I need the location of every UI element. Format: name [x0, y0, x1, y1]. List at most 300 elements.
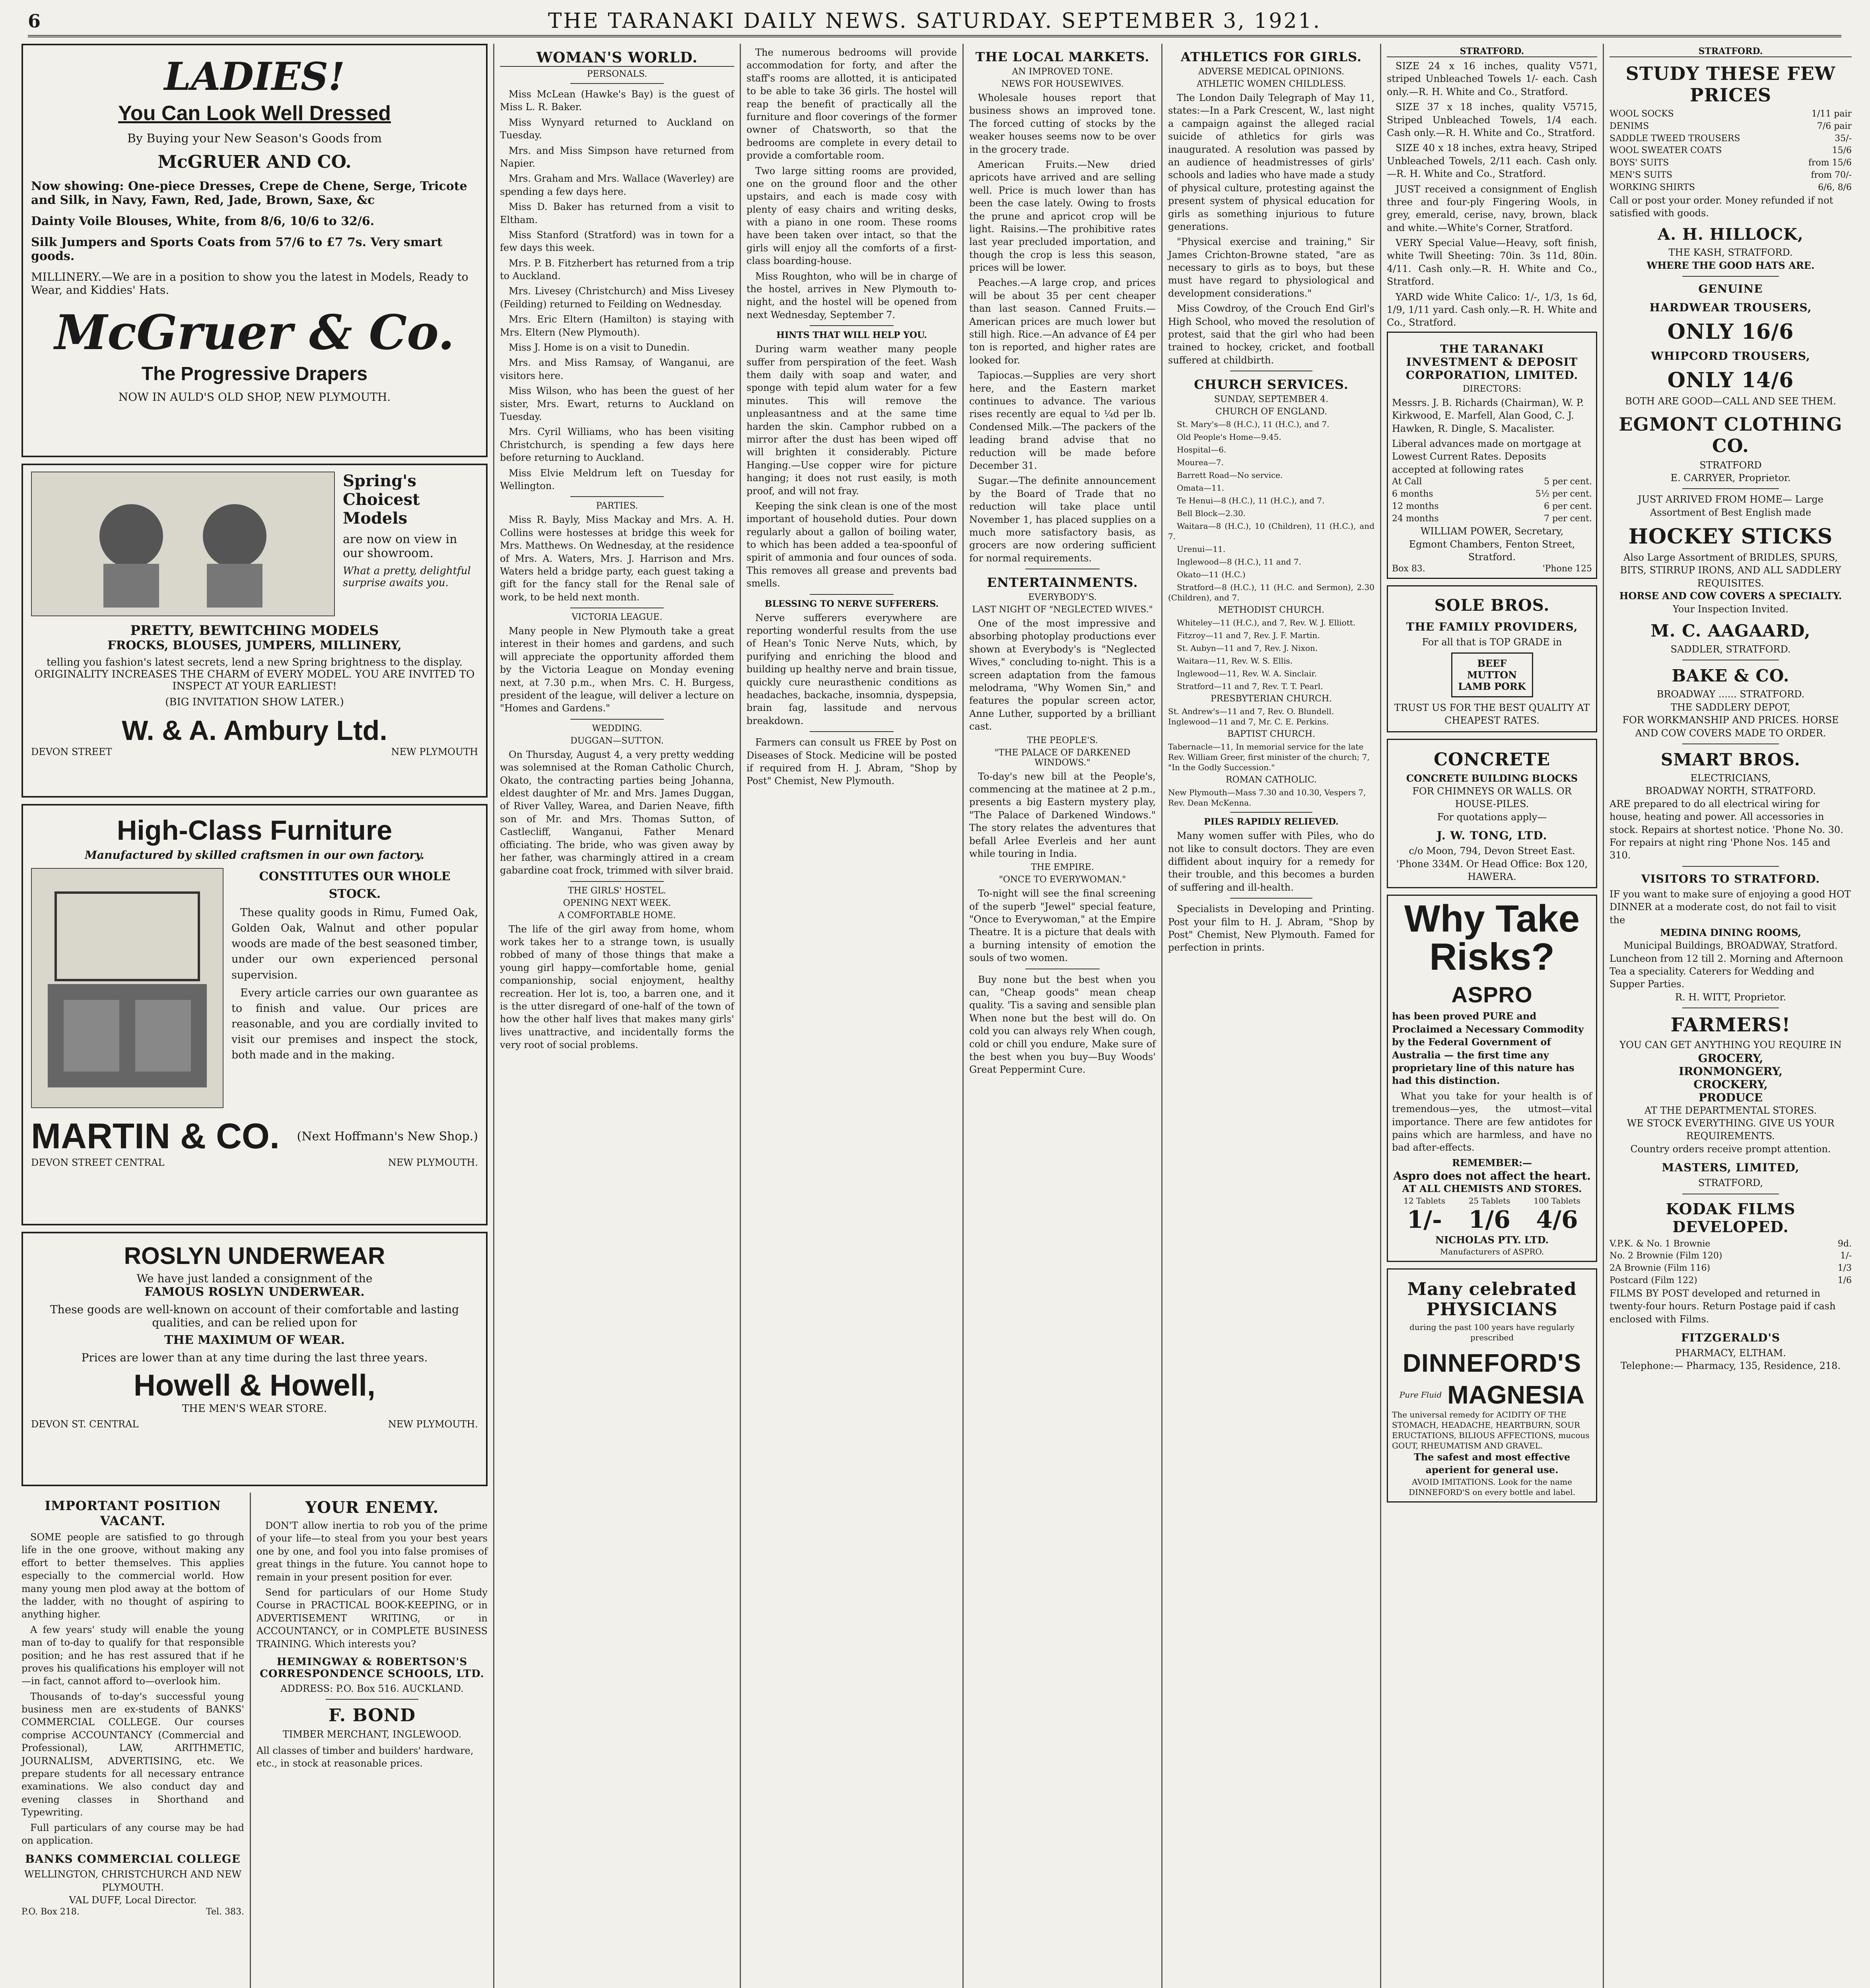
trust-text: TRUST US FOR THE BEST QUALITY AT CHEAPEST RATES. — [1394, 702, 1590, 726]
service-item: Urenui—11. — [1177, 544, 1226, 554]
column-1 — [16, 44, 493, 1988]
price-row-value: from 15/6 — [1808, 158, 1852, 168]
ladies-firm: McGRUER AND CO. — [157, 152, 352, 172]
pharmacy-name: PHARMACY, ELTHAM. — [1675, 1347, 1786, 1359]
safest-text: The safest and most effective aperient for general use. — [1413, 1451, 1571, 1476]
position-text3: Thousands of to-day's successful young business men are ex-students of BANKS' COMMERCIAL COLLEGE. Our courses comprise ACCOUNTANCY (Commercial and Professional), LAW, ARITHMETIC, JOURNALISM, ADVERTISING, etc. We prepare students for all necessary entrance examinations. We also conduct day and evening classes in Shorthand and Typewriting. — [21, 1691, 244, 1818]
service-item: Barrett Road—No service. — [1177, 470, 1283, 480]
hostel-cont-2: Two large sitting rooms are provided, one on the ground floor and the other upstairs, and each is made cosy with plenty of easy chairs and writing desks, with a piano in one room. These rooms have been taken over intact, so that the girls will enjoy all the comforts of a first-class boarding-house. — [746, 165, 957, 267]
farmers-heading: FARMERS! — [1670, 1014, 1791, 1037]
position-text2: A few years' study will enable the young man of to-day to qualify for that responsible position; and he has rest assured that if he proves his qualifications his employer will not—in fact, cannot afford to—overlook him. — [21, 1624, 244, 1687]
grocery-text: GROCERY, — [1698, 1051, 1763, 1065]
position-vacant-ad — [21, 1493, 251, 1988]
parties-text: Miss R. Bayly, Miss Mackay and Mrs. A. H. Collins were hostesses at bridge this week for Mrs. Matthews. On Wednesday, at the residence of Mrs. A. Waters, Mrs. J. Harrison and Mrs. Waters held a bridge party, each guest taking a gift for the fancy stall for the Renal sale of work, to be held next month. — [500, 514, 734, 603]
hillock-name: A. H. HILLOCK, — [1658, 225, 1804, 244]
personal-item: Miss J. Home is on a visit to Dunedin. — [509, 342, 690, 353]
price-16-6: ONLY 16/6 — [1667, 320, 1794, 344]
hostel-cont-3: Miss Roughton, who will be in charge of the hostel, arrives in New Plymouth to-night, and the hostel will be opened from next Wednesday, September 7. — [746, 270, 957, 320]
athletics-text2: "Physical exercise and training," Sir James Crichton-Browne stated, "are as necessary to girls as to boys, but these must have regard to physiological and development considerations." — [1168, 236, 1374, 299]
films-text: FILMS BY POST developed and returned in twenty-four hours. Return Postage paid if cash enclosed with Films. — [1610, 1287, 1836, 1325]
aspro-text1: has been proved PURE and Proclaimed a Necessary Commodity by the Federal Government of Australia — the first time any proprietary line of this nature has had this distinction. — [1392, 1010, 1584, 1087]
hillock-sub2: WHERE THE GOOD HATS ARE. — [1646, 259, 1815, 271]
many-physicians: Many celebrated PHYSICIANS — [1407, 1279, 1577, 1320]
bake-address: BROADWAY ...... STRATFORD. — [1656, 689, 1805, 700]
rate-row-value: 5 per cent. — [1544, 477, 1592, 487]
church-title: CHURCH SERVICES. — [1194, 377, 1349, 392]
entertainments-title: ENTERTAINMENTS. — [987, 575, 1138, 590]
furniture-stock: CONSTITUTES OUR WHOLE STOCK. — [259, 870, 451, 901]
concrete-title: CONCRETE — [1434, 749, 1550, 770]
kodak-row — [1610, 1262, 1852, 1275]
personals-heading: PERSONALS. — [587, 69, 647, 79]
kodak-list — [1610, 1238, 1852, 1287]
kodak-row-label: V.P.K. & No. 1 Brownie — [1610, 1239, 1711, 1249]
service-item: Old People's Home—9.45. — [1177, 432, 1281, 442]
rate-row-label: At Call — [1392, 477, 1422, 487]
price-row-label: WOOL SWEATER COATS — [1610, 146, 1722, 156]
service-item: Whiteley—11 (H.C.), and 7, Rev. W. J. Elliott. — [1177, 618, 1356, 628]
column-3 — [740, 44, 962, 1988]
investment-box: Box 83. — [1392, 563, 1425, 574]
peoples-heading: THE PEOPLE'S. — [1027, 735, 1098, 746]
athletics-sub1: ADVERSE MEDICAL OPINIONS. — [1198, 67, 1345, 77]
kodak-row-label: Postcard (Film 122) — [1610, 1275, 1697, 1285]
ambury-line4: (BIG INVITATION SHOW LATER.) — [165, 696, 344, 708]
price-row — [1610, 133, 1852, 145]
kodak-row-value: 9d. — [1837, 1239, 1852, 1249]
athletics-text1: The London Daily Telegraph of May 11, states:—In a Park Crescent, W., last night a campaign against the alleged racial suicide of athletics for girls was inaugurated. A resolution was passed by an audience of headmistresses of girls' schools and ladies who have made a study of physical culture, protesting against the present system of physical education for girls as something injurious to future generations. — [1168, 92, 1374, 232]
column-5 — [1161, 44, 1380, 1988]
ambury-town: NEW PLYMOUTH — [391, 746, 478, 757]
kodak-row — [1610, 1250, 1852, 1262]
price-row — [1610, 145, 1852, 157]
smart-address: BROADWAY NORTH, STRATFORD. — [1645, 785, 1816, 797]
roslyn-title: ROSLYN UNDERWEAR — [124, 1242, 385, 1269]
everybodys-sub: LAST NIGHT OF "NEGLECTED WIVES." — [972, 605, 1153, 615]
service-item: Fitzroy—11 and 7, Rev. J. F. Martin. — [1177, 631, 1320, 641]
hillock-sub: THE KASH, STRATFORD. — [1668, 247, 1793, 258]
kodak-row-value: 1/3 — [1837, 1263, 1852, 1274]
price-row-label: WORKING SHIRTS — [1610, 182, 1695, 192]
furniture-subtitle: Manufactured by skilled craftsmen in our own factory. — [85, 848, 424, 862]
position-text1: SOME people are satisfied to go through life in the one groove, without making any effort to better themselves. This applies especially to the commercial world. How many young men plod away at the bottom of the ladder, with no thought of aspiring to anything higher. — [21, 1532, 244, 1620]
service-item: Hospital—6. — [1177, 445, 1227, 455]
enemy-text1: DON'T allow inertia to rob you of the prime of your life—to steal from you your best years one by one, and fool you into false promises of great things in the future. You cannot hope to remain in your present position for ever. — [257, 1520, 488, 1583]
methodist-heading: METHODIST CHURCH. — [1218, 605, 1325, 615]
rate-row — [1392, 513, 1592, 525]
athletics-title: ATHLETICS FOR GIRLS. — [1180, 49, 1362, 64]
personal-item: Miss McLean (Hawke's Bay) is the guest of Miss L. R. Baker. — [500, 89, 734, 113]
service-item: Stratford—11 and 7, Rev. T. T. Pearl. — [1177, 681, 1323, 691]
many-sub: during the past 100 years have regularly prescribed — [1409, 1322, 1575, 1342]
masters-sub: STRATFORD, — [1698, 1177, 1763, 1189]
directors-heading: DIRECTORS: — [1462, 384, 1522, 394]
ladies-address: NOW IN AULD'S OLD SHOP, NEW PLYMOUTH. — [118, 390, 391, 404]
hockey-sub: Also Large Assortment of BRIDLES, SPURS, BITS, STIRRUP IRONS, AND ALL SADDLERY REQUISITES. — [1620, 552, 1841, 589]
meats-box: BEEF MUTTON LAMB PORK — [1451, 652, 1533, 697]
concrete-sub2: FOR CHIMNEYS OR WALLS. OR HOUSE-PILES. — [1412, 786, 1572, 810]
bond-sub: TIMBER MERCHANT, INGLEWOOD. — [282, 1729, 462, 1740]
peoples-text: To-day's new bill at the People's, commencing at the matinee at 2 p.m., presents a big Eastern mystery play, "The Palace of Darkened Windows." The story relates the adventures that befall Arlee Everleis and her aunt while touring in India. — [969, 771, 1156, 859]
investment-chambers: Egmont Chambers, Fenton Street, Stratford. — [1409, 538, 1575, 563]
price-row — [1610, 108, 1852, 120]
service-item: St. Mary's—8 (H.C.), 11 (H.C.), and 7. — [1177, 419, 1330, 429]
service-item: Okato—11 (H.C.) — [1177, 570, 1246, 580]
price-row-label: WOOL SOCKS — [1610, 109, 1674, 119]
tong-address: c/o Moon, 794, Devon Street East. 'Phone 334M. Or Head Office: Box 120, HAWERA. — [1396, 845, 1588, 883]
aspro-name: ASPRO — [1451, 982, 1533, 1008]
ambury-headline2: are now on view in our showroom. — [343, 532, 457, 560]
dinneford-name: DINNEFORD'S — [1402, 1348, 1582, 1377]
roslyn-line5: Prices are lower than at any time during the last three years. — [81, 1351, 428, 1364]
refund-text: Call or post your order. Money refunded if not satisfied with goods. — [1610, 194, 1833, 219]
crockery-text: CROCKERY, — [1693, 1077, 1768, 1091]
aspro-ad — [1387, 895, 1597, 1262]
service-item: Stratford—8 (H.C.), 11 (H.C. and Sermon), 2.30 (Children), and 7. — [1168, 582, 1374, 603]
catholic-heading: ROMAN CATHOLIC. — [1225, 775, 1317, 785]
visitors-heading: VISITORS TO STRATFORD. — [1641, 872, 1820, 885]
personal-item: Mrs. P. B. Fitzherbert has returned from a trip to Auckland. — [500, 257, 734, 282]
magnesia-name: MAGNESIA — [1447, 1380, 1585, 1409]
ladies-ad — [21, 44, 488, 457]
medina-name: MEDINA DINING ROOMS, — [1660, 926, 1801, 938]
price-row-label: DENIMS — [1610, 121, 1649, 131]
nicholas-name: NICHOLAS PTY. LTD. — [1435, 1234, 1549, 1246]
avoid-text: AVOID IMITATIONS. Look for the name DINNEFORD'S on every bottle and label. — [1408, 1477, 1576, 1497]
inspection-invited: Your Inspection Invited. — [1673, 603, 1788, 615]
rates-table — [1392, 476, 1592, 525]
victoria-text: Many people in New Plymouth take a great interest in their homes and gardens, and such will appreciate the opportunity afforded them by the Victoria League on Monday evening next, at 7.30 p.m., when Mrs. C. H. Burgess, president of the league, will deliver a lecture on "Homes and Gardens." — [500, 625, 734, 714]
sole-bros-ad — [1387, 585, 1597, 732]
hints-heading: HINTS THAT WILL HELP YOU. — [776, 330, 927, 341]
personals-list — [500, 88, 734, 492]
workmanship-text: FOR WORKMANSHIP AND PRICES. HORSE AND COW COVERS MADE TO ORDER. — [1622, 714, 1839, 739]
column-7 — [1603, 44, 1857, 1988]
page-number: 6 — [28, 10, 41, 32]
hostel-sub: OPENING NEXT WEEK. — [563, 898, 671, 908]
country-orders: Country orders receive prompt attention. — [1630, 1143, 1831, 1155]
kodak-row-value: 1/6 — [1837, 1275, 1852, 1285]
markets-text4: Tapiocas.—Supplies are very short here, and the Eastern market continues to advance. The various rises recently are equal to ¼d per lb. Condensed Milk.—The packers of the leading brand advise that no reduction will be made before December 31. — [969, 370, 1156, 471]
howell-logo: Howell & Howell, — [133, 1369, 376, 1402]
ambury-logo: W. & A. Ambury Ltd. — [122, 715, 387, 746]
saddlery-depot: THE SADDLERY DEPOT, — [1670, 701, 1791, 713]
markets-sub1: AN IMPROVED TONE. — [1012, 67, 1113, 77]
kodak-row-label: 2A Brownie (Film 116) — [1610, 1263, 1711, 1274]
rate-row-label: 24 months — [1392, 513, 1439, 524]
rate-row-label: 12 months — [1392, 501, 1439, 511]
investment-secretary: WILLIAM POWER, Secretary, — [1420, 526, 1564, 537]
hardwear-heading: HARDWEAR TROUSERS, — [1649, 301, 1812, 315]
price-row-value: 15/6 — [1832, 146, 1852, 156]
aspro-price — [1534, 1196, 1580, 1234]
anything-text: YOU CAN GET ANYTHING YOU REQUIRE IN — [1619, 1039, 1842, 1051]
sideboard-icon — [40, 877, 215, 1099]
aagaard-sub: SADDLER, STRATFORD. — [1670, 644, 1791, 655]
markets-text1: Wholesale houses report that business shows an improved tone. The forced cutting of stocks by the weaker houses seems now to be over in the grocery trade. — [969, 92, 1156, 155]
catholic-text: New Plymouth—Mass 7.30 and 10.30, Vespers 7, Rev. Dean McKenna. — [1168, 788, 1366, 808]
service-item: St. Aubyn—11 and 7, Rev. J. Nixon. — [1177, 643, 1318, 653]
dept-stores: AT THE DEPARTMENTAL STORES. — [1644, 1105, 1817, 1116]
aspro-chemists: AT ALL CHEMISTS AND STORES. — [1402, 1183, 1582, 1195]
both-good: BOTH ARE GOOD—CALL AND SEE THEM. — [1625, 396, 1836, 407]
banks-address: WELLINGTON, CHRISTCHURCH AND NEW PLYMOUTH. — [24, 1869, 242, 1893]
col7-header: STRATFORD. — [1610, 46, 1852, 57]
personal-item: Miss Elvie Meldrum left on Tuesday for Wellington. — [500, 467, 734, 491]
hockey-sticks: HOCKEY STICKS — [1628, 524, 1833, 549]
ladies-line1: By Buying your New Season's Goods from — [127, 132, 382, 146]
roslyn-store: THE MEN'S WEAR STORE. — [182, 1403, 327, 1415]
peoples-sub: "THE PALACE OF DARKENED WINDOWS." — [994, 747, 1131, 768]
your-enemy-ad — [251, 1493, 488, 1988]
ladies-title: LADIES! — [164, 54, 345, 99]
furniture-text2: Every article carries our own guarantee as to finish and value. Our prices are reasonable, and you are cordially invited to visit our premises and inspect the stock, both made and in the making. — [231, 986, 478, 1062]
enemy-title: YOUR ENEMY. — [305, 1498, 439, 1517]
roslyn-line1: We have just landed a consignment of the — [136, 1272, 373, 1285]
study-prices: STUDY THESE FEW PRICES — [1625, 63, 1836, 106]
roslyn-line4: THE MAXIMUM OF WEAR. — [164, 1333, 345, 1347]
hostel-sub2: A COMFORTABLE HOME. — [558, 910, 676, 920]
column-2 — [493, 44, 740, 1988]
roslyn-ad — [21, 1232, 488, 1486]
mortgage-text: Liberal advances made on mortgage at Lowest Current Rates. Deposits accepted at following rates — [1392, 438, 1581, 475]
roslyn-line3: These goods are well-known on account of their comfortable and lasting qualities, and can be relied upon for — [50, 1303, 459, 1329]
egmont-name: EGMONT CLOTHING CO. — [1619, 413, 1843, 456]
ambury-line2: FROCKS, BLOUSES, JUMPERS, MILLINERY, — [107, 639, 402, 652]
dinneford-text: The universal remedy for ACIDITY OF THE STOMACH, HEADACHE, HEARTBURN, SOUR ERUCTATIONS, BILIOUS AFFECTIONS, mucous GOUT, RHEUMATISM AND GRAVEL. — [1392, 1409, 1590, 1450]
victoria-heading: VICTORIA LEAGUE. — [571, 612, 663, 623]
investment-title: THE TARANAKI INVESTMENT & DEPOSIT CORPORATION, LIMITED. — [1405, 342, 1578, 382]
aspro-remember2: Aspro does not affect the heart. — [1393, 1169, 1591, 1183]
womans-world-title: WOMAN'S WORLD. — [500, 49, 734, 67]
stock-text: WE STOCK EVERYTHING. GIVE US YOUR REQUIREMENTS. — [1627, 1118, 1835, 1142]
hostel-text: The life of the girl away from home, whom work takes her to a strange town, is usually robbed of many of those things that make a young girl happy—comfortable home, genial companionship, social enjoyment, healthy recreation. Her lot is, too, a barren one, and it is the utter disregard of one-half of the town of how the other half lives that makes many girls' lives unattractive, and incidentally forms the very root of social problems. — [500, 923, 734, 1051]
empire-sub: "ONCE TO EVERYWOMAN." — [999, 875, 1126, 885]
position-title: IMPORTANT POSITION VACANT. — [45, 1498, 221, 1528]
ambury-line1: PRETTY, BEWITCHING MODELS — [130, 623, 379, 639]
aspro-price-value: 1/- — [1407, 1206, 1442, 1234]
kodak-row — [1610, 1238, 1852, 1250]
ambury-line3: telling you fashion's latest secrets, lend a new Spring brightness to the display. ORIGINALITY INCREASES THE CHARM of EVERY MODEL. YOU ARE INVITED TO INSPECT AT YOUR EARLIEST! — [34, 656, 475, 692]
parties-heading: PARTIES. — [596, 501, 638, 511]
smart-text: ARE prepared to do all electrical wiring for house, heating and power. All accessories in stock. Repairs at shortest notice. 'Phone No. 30. — [1610, 798, 1843, 835]
hostel-heading: THE GIRLS' HOSTEL. — [568, 885, 667, 896]
mcgruer-logo: McGruer & Co. — [54, 305, 455, 361]
ironmongery-text: IRONMONGERY, — [1678, 1064, 1783, 1078]
kodak-row-value: 1/- — [1840, 1251, 1852, 1261]
piles-heading: PILES RAPIDLY RELIEVED. — [1204, 817, 1339, 827]
hints-text2: Keeping the sink clean is one of the most important of household duties. Pour down regularly about a gallon of boiling water, to which has been added a tea-spoonful of spirit of ammonia and four ounces of soda. This removes all grease and prevents bad smells. — [746, 500, 957, 589]
witt-name: R. H. WITT, Proprietor. — [1675, 991, 1786, 1003]
towel-ad-3: SIZE 40 x 18 inches, extra heavy, Striped Unbleached Towels, 2/11 each. Cash only.—R. H. White and Co., Stratford. — [1387, 142, 1597, 180]
pure-fluid: Pure Fluid — [1399, 1390, 1442, 1400]
sideboard-illustration — [31, 868, 224, 1108]
investment-phone: 'Phone 125 — [1542, 563, 1592, 574]
ambury-street: DEVON STREET — [31, 746, 112, 757]
blessing-heading: BLESSING TO NERVE SUFFERERS. — [764, 598, 939, 609]
aspro-price-label: 12 Tablets — [1403, 1196, 1446, 1206]
furniture-title: High-Class Furniture — [117, 815, 393, 846]
directors-text: Messrs. J. B. Richards (Chairman), W. P. Kirkwood, E. Marfell, Alan Good, C. J. Hawken, R. Dingle, S. Macalister. — [1392, 397, 1584, 434]
price-row — [1610, 157, 1852, 169]
furniture-street: DEVON STREET CENTRAL — [31, 1157, 165, 1168]
service-item: Te Henui—8 (H.C.), 11 (H.C.), and 7. — [1177, 496, 1325, 506]
martin-logo: MARTIN & CO. — [31, 1116, 280, 1156]
price-row-label: SADDLE TWEED TROUSERS — [1610, 133, 1740, 144]
roslyn-line2: FAMOUS ROSLYN UNDERWEAR. — [144, 1285, 365, 1299]
banks-tel: Tel. 383. — [206, 1906, 244, 1917]
service-item: Waitara—11, Rev. W. S. Ellis. — [1177, 656, 1293, 666]
newspaper-title: THE TARANAKI DAILY NEWS. SATURDAY. SEPTEMBER 3, 1921. — [548, 9, 1322, 33]
empire-heading: THE EMPIRE. — [1031, 862, 1094, 873]
service-item: Mourea—7. — [1177, 458, 1224, 468]
service-item: Waitara—8 (H.C.), 10 (Children), 11 (H.C.), and 7. — [1168, 521, 1374, 542]
furniture-next: (Next Hoffmann's New Shop.) — [297, 1130, 478, 1143]
service-item: Inglewood—11, Rev. W. A. Sinclair. — [1177, 669, 1317, 679]
wedding-text: On Thursday, August 4, a very pretty wedding was solemnised at the Roman Catholic Church, Okato, the contracting parties being Johanna, eldest daughter of Mr. and Mrs. James Duggan, of River Valley, Warea, and Darien Neave, fifth son of Mr. and Mrs. Thomas Sutton, of Castlecliff, Wanganui, Father Menard officiating. The bride, who was given away by her father, was charmingly attired in a cream gabardine coat frock, trimmed with silver braid. — [500, 749, 734, 876]
personal-item: Miss D. Baker has returned from a visit to Eltham. — [500, 201, 734, 225]
ladies-line4: Silk Jumpers and Sports Coats from 57/6 to £7 7s. Very smart goods. — [31, 235, 443, 263]
ladies-line3: Dainty Voile Blouses, White, from 8/6, 10/6 to 32/6. — [31, 214, 375, 228]
ambury-headline1: Spring's Choicest Models — [343, 472, 420, 528]
markets-text5: Sugar.—The definite announcement by the Board of Trade that no reduction will take place until November 1, has placed supplies on a much more satisfactory basis, as grocers are now ordering sufficient for normal requirements. — [969, 475, 1156, 564]
markets-title: THE LOCAL MARKETS. — [975, 49, 1150, 64]
price-row-label: BOYS' SUITS — [1610, 158, 1669, 168]
hints-text: During warm weather many people suffer from perspiration of the feet. Wash them daily with soap and water, and sponge with tepid alum water for a few minutes. This will remove the unpleasantness and at the same time harden the skin. Camphor rubbed on a mirror after the dust has been wiped off will brighten it considerably. Picture Hanging.—Use copper wire for picture hanging; it does not rust easily, is moth proof, and will not fray. — [746, 344, 957, 497]
service-item: Inglewood—8 (H.C.), 11 and 7. — [1177, 557, 1301, 567]
aspro-price-label: 100 Tablets — [1534, 1196, 1580, 1206]
baptist-text: Tabernacle—11, In memorial service for the late Rev. William Greer, first minister of the church; 7, "In the Godly Succession." — [1168, 742, 1370, 773]
medina-sub: Municipal Buildings, BROADWAY, Stratford. — [1623, 940, 1838, 951]
aspro-price — [1403, 1196, 1445, 1234]
ambury-ad — [21, 464, 488, 798]
ladies-tagline: The Progressive Drapers — [141, 363, 368, 384]
concrete-sub: CONCRETE BUILDING BLOCKS — [1406, 772, 1578, 784]
furniture-town: NEW PLYMOUTH. — [388, 1157, 478, 1168]
genuine-heading: GENUINE — [1698, 282, 1763, 296]
personal-item: Mrs. Livesey (Christchurch) and Miss Livesey (Feilding) returned to Feilding on Wednesday. — [500, 285, 734, 310]
piles-text: Many women suffer with Piles, who do not like to consult doctors. They are even diffident about inquiry for a remedy for their trouble, and this becomes a burden of suffering and ill-health. — [1168, 830, 1374, 893]
rate-row-value: 7 per cent. — [1544, 513, 1592, 524]
price-row — [1610, 182, 1852, 194]
enemy-text2: Send for particulars of our Home Study Course in PRACTICAL BOOK-KEEPING, or in ADVERTISEMENT WRITING, or in ACCOUNTANCY, or in COMPLETE BUSINESS TRAINING. Which interests you? — [257, 1586, 488, 1650]
rate-row — [1392, 476, 1592, 488]
ladies-subtitle: You Can Look Well Dressed — [118, 102, 391, 125]
roslyn-street: DEVON ST. CENTRAL — [31, 1419, 139, 1430]
aspro-prices — [1392, 1196, 1592, 1234]
england-heading: CHURCH OF ENGLAND. — [1215, 407, 1327, 417]
hostel-cont-1: The numerous bedrooms will provide accommodation for forty, and after the staff's rooms are allotted, it is anticipated to be able to take 36 girls. The hostel will reap the benefit of practically all the furniture and floor coverings of the former owner of Chatsworth, so that the bedrooms are complete in every detail to provide a comfortable room. — [746, 47, 957, 161]
column-6 — [1380, 44, 1603, 1988]
everybodys-heading: EVERYBODY'S. — [1028, 592, 1097, 603]
hockey-intro: JUST ARRIVED FROM HOME— Large Assortment of Best English made — [1638, 494, 1823, 518]
personal-item: Mrs. Eric Eltern (Hamilton) is staying with Mrs. Eltern (New Plymouth). — [500, 314, 734, 338]
athletics-sub2: ATHLETIC WOMEN CHILDLESS. — [1196, 79, 1346, 89]
banks-college: BANKS COMMERCIAL COLLEGE — [25, 1852, 241, 1866]
fashion-figures-icon — [44, 480, 322, 608]
empire-text: To-night will see the final screening of the superb "Jewel" special feature, "Once to Everywoman," at the Empire Theatre. It is a picture that deals with a burning intensity of emotion the souls of two women. — [969, 888, 1156, 964]
kodak-heading: KODAK FILMS DEVELOPED. — [1666, 1200, 1796, 1236]
baptist-heading: BAPTIST CHURCH. — [1227, 729, 1316, 740]
methodist-list — [1168, 617, 1374, 691]
wool-ad: JUST received a consignment of English three and four-ply Fingering Wools, in grey, emerald, cerise, navy, brown, black and white.—White's Corner, Stratford. — [1387, 183, 1597, 233]
horse-covers: HORSE AND COW COVERS A SPECIALTY. — [1619, 590, 1842, 602]
enemy-address: ADDRESS: P.O. Box 516. AUCKLAND. — [280, 1683, 464, 1694]
sole-bros-name: SOLE BROS. — [1434, 596, 1550, 615]
fitzgerald-name: FITZGERALD'S — [1681, 1331, 1781, 1344]
kodak-row-label: No. 2 Brownie (Film 120) — [1610, 1251, 1722, 1261]
price-14-6: ONLY 14/6 — [1667, 368, 1794, 393]
price-row-value: 1/11 pair — [1811, 109, 1852, 119]
masthead — [28, 7, 1841, 37]
price-row-value: 7/6 pair — [1817, 121, 1852, 131]
banks-director: VAL DUFF, Local Director. — [69, 1895, 197, 1906]
position-text4: Full particulars of any course may be had on application. — [21, 1822, 244, 1846]
family-providers: THE FAMILY PROVIDERS, — [1406, 620, 1578, 633]
telephone-text: Telephone:— Pharmacy, 135, Residence, 218. — [1620, 1360, 1841, 1372]
price-row — [1610, 120, 1852, 133]
smart-bros-name: SMART BROS. — [1661, 750, 1800, 769]
aspro-price-value: 1/6 — [1468, 1206, 1510, 1234]
why-take-risks: Why Take Risks? — [1404, 897, 1580, 978]
bake-name: BAKE & CO. — [1672, 666, 1790, 686]
kodak-row — [1610, 1275, 1852, 1287]
personal-item: Mrs. Graham and Mrs. Wallace (Waverley) are spending a few days here. — [500, 173, 734, 197]
wedding-sub: DUGGAN—SUTTON. — [570, 736, 664, 746]
blessing-text: Nerve sufferers everywhere are reporting wonderful results from the use of Hean's Tonic Nerve Nuts, which, by purifying and enriching the blood and building up healthy nerve and brain tissue, quickly cure neurasthenic conditions as headaches, backache, insomnia, dyspepsia, brain fag, lassitude and nervous breakdown. — [746, 612, 957, 726]
furniture-text1: These quality goods in Rimu, Fumed Oak, Golden Oak, Walnut and other popular woods are made of the best seasoned timber, under our own experienced personal supervision. — [231, 907, 478, 981]
price-row-value: 35/- — [1835, 133, 1852, 144]
personal-item: Miss Wilson, who has been the guest of her sister, Mrs. Ewart, returns to Auckland on Tuesday. — [500, 385, 734, 422]
price-list — [1610, 108, 1852, 194]
rate-row-value: 5½ per cent. — [1535, 489, 1592, 499]
rate-row-value: 6 per cent. — [1544, 501, 1592, 511]
aspro-price-value: 4/6 — [1536, 1206, 1578, 1234]
nicholas-sub: Manufacturers of ASPRO. — [1440, 1246, 1544, 1256]
presbyterian-text: St. Andrew's—11 and 7, Rev. O. Blundell. Inglewood—11 and 7, Mr. C. E. Perkins. — [1168, 707, 1334, 727]
family-sub: For all that is TOP GRADE in — [1422, 636, 1562, 648]
personal-item: Miss Wynyard returned to Auckland on Tuesday. — [500, 116, 734, 141]
ambury-headline3: What a pretty, delightful surprise awaits you. — [343, 565, 471, 589]
price-row-value: from 70/- — [1811, 170, 1852, 180]
towel-ad-1: SIZE 24 x 16 inches, quality V571, striped Unbleached Towels 1/- each. Cash only.—R. H. White and Co., Stratford. — [1387, 60, 1597, 97]
aspro-remember: REMEMBER:— — [1452, 1157, 1532, 1169]
visitors-text: IF you want to make sure of enjoying a good HOT DINNER at a moderate cost, do not fail to visit the — [1610, 888, 1851, 926]
peppermint-cure-ad: Buy none but the best when you can, "Cheap goods" mean cheap quality. 'Tis a saving and sensible plan When none but the best will do. On cold you can always rely When cough, cold or chill you endure, Make sure of the best when you buy—Buy Woods' Great Peppermint Cure. — [969, 974, 1156, 1076]
price-row-label: MEN'S SUITS — [1610, 170, 1672, 180]
fashion-illustration — [31, 472, 335, 616]
dinneford-ad — [1387, 1268, 1597, 1503]
athletics-text3: Miss Cowdroy, of the Crouch End Girl's High School, who moved the resolution of protest, said that the girl who had been trained to hockey, cricket, and football suffered at childbirth. — [1168, 303, 1374, 366]
church-sunday: SUNDAY, SEPTEMBER 4. — [1214, 394, 1329, 405]
ladies-line5: MILLINERY.—We are in a position to show you the latest in Models, Ready to Wear, and Kiddies' Hats. — [31, 270, 468, 297]
investment-ad — [1387, 332, 1597, 579]
markets-text3: Peaches.—A large crop, and prices will be about 35 per cent cheaper than last season. Canned Fruits.—American prices are much lower but still high. Rice.—An advance of £4 per ton is reported, and higher rates are looked for. — [969, 277, 1156, 366]
personal-item: Mrs. and Miss Ramsay, of Wanganui, are visitors here. — [500, 357, 734, 381]
rate-row-label: 6 months — [1392, 489, 1433, 499]
rate-row — [1392, 501, 1592, 513]
column-4 — [962, 44, 1161, 1988]
wedding-heading: WEDDING. — [592, 723, 642, 734]
whipcord-heading: WHIPCORD TROUSERS, — [1651, 349, 1810, 363]
towel-ad-2: SIZE 37 x 18 inches, quality V5715, Striped Unbleached Towels, 1/4 each. Cash only.—R. H. White and Co., Stratford. — [1387, 101, 1597, 138]
personal-item: Mrs. and Miss Simpson have returned from Napier. — [500, 145, 734, 169]
aspro-price-label: 25 Tablets — [1468, 1196, 1510, 1206]
masters-name: MASTERS, LIMITED, — [1662, 1161, 1800, 1175]
markets-sub2: NEWS FOR HOUSEWIVES. — [1001, 79, 1124, 89]
electricians-text: ELECTRICIANS, — [1690, 773, 1771, 784]
personal-item: Miss Stanford (Stratford) was in town for a few days this week. — [500, 229, 734, 254]
